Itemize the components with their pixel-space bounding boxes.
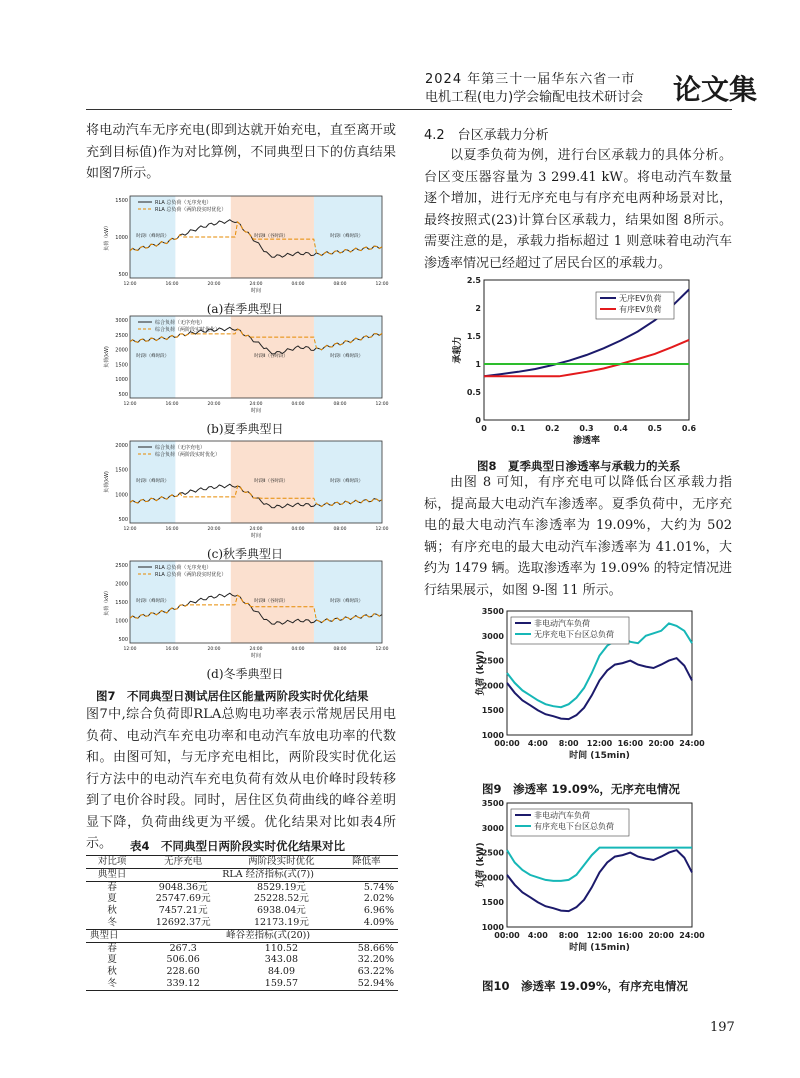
- th-optimized: 两阶段实时优化: [248, 856, 315, 867]
- fig10-chart: [465, 797, 705, 969]
- xtick-label: 16:00: [165, 527, 179, 532]
- ytick-label: 2000: [481, 873, 504, 883]
- table-row: [86, 917, 398, 929]
- xtick-label: 04:00: [291, 647, 305, 652]
- ytick-label: 2: [475, 304, 481, 313]
- fig7-panel-0: [100, 190, 390, 298]
- xtick-label: 12:00: [123, 282, 137, 287]
- xtick-label: 12:00: [123, 402, 137, 407]
- ytick-label: 1500: [115, 362, 128, 369]
- xtick-label: 0: [481, 424, 487, 433]
- xtick-label: 08:00: [333, 402, 347, 407]
- xtick-label: 08:00: [333, 282, 347, 287]
- xtick-label: 04:00: [291, 527, 305, 532]
- xaxis-label: 渗透率: [572, 436, 601, 446]
- ytick-label: 1: [475, 360, 481, 369]
- table-row: [86, 942, 398, 954]
- legend-label: 有序充电下台区总负荷: [534, 822, 614, 831]
- ytick-label: 0: [475, 416, 481, 425]
- period-label: 时段Ⅱ（谷时段）: [254, 599, 288, 604]
- table-cell: 12692.37元: [155, 916, 211, 928]
- xtick-label: 12:00: [586, 931, 613, 940]
- table-cell: 6938.04元: [257, 905, 306, 917]
- table-cell: 5.74%: [363, 881, 394, 893]
- ytick-label: 2000: [115, 581, 128, 588]
- xaxis-label: 时间: [250, 288, 262, 294]
- period-label: 时段Ⅰ（峰时段）: [330, 354, 364, 359]
- table-cell: 6.96%: [363, 905, 394, 917]
- xtick-label: 0.2: [545, 424, 560, 433]
- yaxis-label: 负荷 (kW): [476, 650, 486, 696]
- fig7-caption: 图7 不同典型日测试居住区能量两阶段实时优化结果: [96, 689, 369, 703]
- ytick-label: 1000: [115, 492, 128, 499]
- table-cell: 7457.21元: [158, 905, 208, 917]
- xtick-label: 00:00: [494, 739, 520, 748]
- th-disorder: 无序充电: [164, 856, 203, 867]
- header-brand: 论文集: [673, 73, 758, 106]
- table-cell: 110.52: [264, 942, 299, 954]
- xaxis-label: 时间: [250, 653, 262, 659]
- table-cell: 夏: [107, 954, 117, 966]
- table-cell: 52.94%: [357, 977, 394, 989]
- yaxis-label: 负荷（kW）: [104, 223, 110, 251]
- table-cell: 冬: [107, 977, 117, 989]
- ytick-label: 0.5: [466, 388, 481, 397]
- table-cell: 4.09%: [363, 916, 394, 928]
- legend-label-2: RLA 总负荷（两阶段实时优化）: [155, 207, 227, 213]
- table-row: [86, 905, 398, 917]
- legend-label-2: RLA 总负荷（两阶段实时优化）: [155, 572, 227, 578]
- xtick-label: 16:00: [165, 282, 179, 287]
- xtick-label: 24:00: [679, 931, 705, 940]
- xtick-label: 24:00: [249, 282, 263, 287]
- ytick-label: 1000: [115, 377, 128, 384]
- table-cell: 夏: [107, 893, 117, 905]
- ytick-label: 3500: [481, 607, 504, 616]
- xtick-label: 24:00: [249, 402, 263, 407]
- ytick-label: 2500: [115, 332, 128, 339]
- fig8-caption: 图8 夏季典型日渗透率与承载力的关系: [477, 459, 681, 473]
- xtick-label: 20:00: [207, 647, 221, 652]
- yaxis-label: 负荷(kW): [104, 346, 110, 368]
- table-cell: 9048.36元: [158, 881, 208, 893]
- xtick-label: 12:00: [123, 647, 137, 652]
- group2-title: 峰谷差指标(式(20)): [226, 929, 311, 941]
- para-fig7-explain: 图7中,综合负荷即RLA总购电功率表示常规居民用电负荷、电动汽车充电功率和电动汽车放电功率的代数和。由图可知，与无序充电相比，两阶段实时优化运行方法中的电动汽车充电负荷有效从电价峰时段转移到了电价谷时段。同时，居住区负荷曲线的峰谷差明显下降，负荷曲线更为平缓。优化结果对比如表4所示。: [86, 707, 396, 851]
- table-cell: 63.22%: [357, 966, 394, 978]
- table-cell: 343.08: [264, 954, 299, 966]
- fig7-panel-1: [100, 310, 390, 418]
- period-label: 时段Ⅱ（谷时段）: [254, 234, 288, 239]
- table-cell: 339.12: [166, 977, 200, 989]
- xtick-label: 16:00: [617, 739, 644, 748]
- period-label: 时段Ⅰ（峰时段）: [330, 234, 364, 239]
- period-label: 时段Ⅰ（峰时段）: [136, 599, 170, 604]
- period-label: 时段Ⅱ（谷时段）: [254, 354, 288, 359]
- fig10-caption: 图10 渗透率 19.09%，有序充电情况: [482, 979, 688, 993]
- table-cell: 春: [107, 881, 117, 893]
- fig7-subcaption: (b)夏季典型日: [206, 422, 284, 436]
- period-label: 时段Ⅰ（峰时段）: [136, 234, 170, 239]
- table-cell: 267.3: [169, 942, 197, 954]
- ytick-label: 1000: [115, 618, 128, 625]
- table-cell: 506.06: [166, 954, 200, 966]
- xtick-label: 4:00: [527, 931, 548, 940]
- xtick-label: 16:00: [165, 647, 179, 652]
- ytick-label: 3000: [481, 631, 504, 641]
- fig9-chart: [465, 605, 705, 777]
- fig7-subcaption: (c)秋季典型日: [206, 547, 284, 561]
- ytick-label: 3000: [115, 318, 128, 324]
- ytick-label: 500: [118, 392, 128, 398]
- legend-label: 无序充电下台区总负荷: [534, 630, 614, 639]
- xtick-label: 20:00: [648, 931, 674, 940]
- xtick-label: 24:00: [249, 527, 263, 532]
- xtick-label: 12:00: [375, 647, 389, 652]
- yaxis-label: 负荷(kW): [104, 471, 110, 493]
- xtick-label: 8:00: [558, 739, 579, 748]
- fig7-panel-2: [100, 435, 390, 543]
- legend-label-1: 综合负荷（无序充电）: [155, 445, 206, 451]
- table-cell: 秋: [107, 966, 117, 978]
- xtick-label: 12:00: [123, 527, 137, 532]
- table-cell: 8529.19元: [257, 881, 306, 893]
- legend-label: 非电动汽车负荷: [534, 619, 590, 628]
- header-line1: 2024 年第三十一届华东六省一市: [425, 72, 636, 87]
- table-cell: 25228.52元: [253, 893, 309, 905]
- xtick-label: 16:00: [165, 402, 179, 407]
- th-rate: 降低率: [352, 856, 381, 867]
- legend-label-1: RLA 总负荷（无序充电）: [155, 200, 212, 206]
- xtick-label: 0.4: [613, 424, 628, 433]
- xtick-label: 20:00: [207, 402, 221, 407]
- fig7-panel-3: [100, 555, 390, 663]
- page-number: 197: [710, 1020, 735, 1035]
- ytick-label: 1500: [115, 198, 128, 204]
- xtick-label: 12:00: [586, 739, 613, 748]
- xtick-label: 0.3: [579, 424, 594, 433]
- legend-label-2: 综合负荷（两阶段实时优化）: [155, 327, 221, 333]
- period-label: 时段Ⅰ（峰时段）: [136, 354, 170, 359]
- ytick-label: 1000: [481, 731, 504, 740]
- xaxis-label: 时间: [250, 533, 262, 539]
- ytick-label: 500: [118, 637, 128, 643]
- fig7-subcaption: (d)冬季典型日: [206, 667, 284, 681]
- period-label: 时段Ⅰ（峰时段）: [330, 479, 364, 484]
- xtick-label: 04:00: [291, 402, 305, 407]
- ytick-label: 1500: [115, 467, 128, 474]
- table-cell: 秋: [107, 905, 117, 917]
- ytick-label: 1500: [115, 600, 128, 606]
- ytick-label: 2000: [115, 443, 128, 449]
- table-cell: 159.57: [264, 977, 299, 989]
- legend-label: 有序EV负荷: [619, 305, 662, 314]
- table-cell: 228.60: [166, 966, 200, 978]
- xaxis-label: 时间 (15min): [569, 751, 630, 761]
- table-cell: 25747.69元: [155, 893, 211, 905]
- header-line2: 电机工程(电力)学会输配电技术研讨会: [425, 90, 644, 105]
- yaxis-label: 负荷 (kW): [476, 842, 486, 888]
- table-cell: 32.20%: [357, 954, 394, 966]
- section-4-2-paragraph: 以夏季负荷为例，进行台区承载力的具体分析。台区变压器容量为 3 299.41 kW。将电动汽车数量逐个增加，进行无序充电与有序充电两种场景对比，最终按照式(23)计算台区承载力，结果如图 8所示。需要注意的是，承载力指标超过 1 则意味着电动汽车渗透率情况已经超过了居民台区的承载力。: [424, 148, 732, 271]
- table-cell: 冬: [107, 916, 117, 928]
- ytick-label: 3500: [481, 799, 504, 808]
- table4-caption: 表4 不同典型日两阶段实时优化结果对比: [130, 839, 345, 853]
- table-row: [86, 881, 398, 893]
- table-cell: 2.02%: [363, 893, 394, 905]
- xtick-label: 00:00: [494, 931, 520, 940]
- ytick-label: 2500: [481, 656, 504, 666]
- table-cell: 84.09: [267, 966, 296, 978]
- xtick-label: 20:00: [648, 739, 674, 748]
- group1-title: RLA 经济指标(式(7)): [222, 868, 314, 880]
- table-row: [86, 978, 398, 990]
- table4: [86, 855, 398, 991]
- ytick-label: 2500: [481, 848, 504, 858]
- ytick-label: 2.5: [466, 276, 481, 285]
- legend-label: 无序EV负荷: [619, 294, 662, 303]
- xtick-label: 08:00: [333, 647, 347, 652]
- fig7-subcaption: (a)春季典型日: [206, 302, 284, 316]
- xaxis-label: 时间 (15min): [569, 943, 630, 953]
- ytick-label: 2500: [115, 563, 128, 569]
- table-cell: 58.66%: [357, 942, 394, 954]
- period-label: 时段Ⅱ（谷时段）: [254, 479, 288, 484]
- ytick-label: 1500: [481, 898, 504, 908]
- table-cell: 春: [107, 942, 117, 954]
- ytick-label: 1000: [481, 923, 504, 932]
- table-row: [86, 966, 398, 978]
- table-row: [86, 893, 398, 905]
- xtick-label: 04:00: [291, 282, 305, 287]
- fig8-chart: [450, 275, 700, 455]
- table-cell: 12173.19元: [253, 916, 309, 928]
- ytick-label: 1500: [481, 706, 504, 716]
- xaxis-label: 时间: [250, 408, 262, 414]
- xtick-label: 20:00: [207, 527, 221, 532]
- period-label: 时段Ⅰ（峰时段）: [330, 599, 364, 604]
- ytick-label: 1000: [115, 235, 128, 241]
- xtick-label: 8:00: [558, 931, 579, 940]
- period-label: 时段Ⅰ（峰时段）: [136, 479, 170, 484]
- xtick-label: 12:00: [375, 282, 389, 287]
- ytick-label: 3000: [481, 823, 504, 833]
- ytick-label: 500: [118, 517, 128, 523]
- xtick-label: 20:00: [207, 282, 221, 287]
- group1-label: 典型日: [97, 868, 127, 880]
- xtick-label: 0.5: [647, 424, 662, 433]
- xtick-label: 16:00: [617, 931, 644, 940]
- xtick-label: 24:00: [249, 647, 263, 652]
- legend-label: 非电动汽车负荷: [534, 811, 590, 820]
- xtick-label: 24:00: [679, 739, 705, 748]
- xtick-label: 12:00: [375, 527, 389, 532]
- legend-label-2: 综合负荷（两阶段实时优化）: [155, 452, 221, 458]
- ytick-label: 500: [118, 272, 128, 278]
- legend-label-1: RLA 总负荷（无序充电）: [155, 565, 212, 571]
- ytick-label: 1.5: [466, 332, 481, 341]
- group2-label: 典型日: [90, 929, 119, 941]
- th-item: 对比项: [97, 856, 127, 867]
- yaxis-label: 负荷（kW）: [104, 588, 110, 616]
- fig9-caption: 图9 渗透率 19.09%，无序充电情况: [482, 782, 680, 796]
- xtick-label: 08:00: [333, 527, 347, 532]
- yaxis-label: 承载力: [453, 336, 463, 364]
- ytick-label: 2000: [481, 681, 504, 691]
- xtick-label: 0.1: [511, 424, 526, 433]
- xtick-label: 12:00: [375, 402, 389, 407]
- xtick-label: 4:00: [527, 739, 548, 748]
- table-row: [86, 954, 398, 966]
- fig8-explain-paragraph: 由图 8 可知，有序充电可以降低台区承载力指标，提高最大电动汽车渗透率。夏季负荷中，无序充电的最大电动汽车渗透率为 19.09%，大约为 502 辆；有序充电的最大电动汽车渗透率为 41.01%，大约为 1479 辆。选取渗透率为 19.09% 的特定情况进行结果展示，如图 9-图 11 所示。: [424, 475, 732, 598]
- header-rule: [86, 109, 732, 110]
- legend-label-1: 综合负荷（无序充电）: [155, 320, 206, 326]
- intro-paragraph: 将电动汽车无序充电(即到达就开始充电，直至离开或充到目标值)作为对比算例，不同典型日下的仿真结果如图7所示。: [86, 123, 396, 181]
- ytick-label: 2000: [115, 347, 128, 354]
- xtick-label: 0.6: [681, 424, 697, 433]
- section-4-2-title: 4.2 台区承载力分析: [424, 128, 549, 143]
